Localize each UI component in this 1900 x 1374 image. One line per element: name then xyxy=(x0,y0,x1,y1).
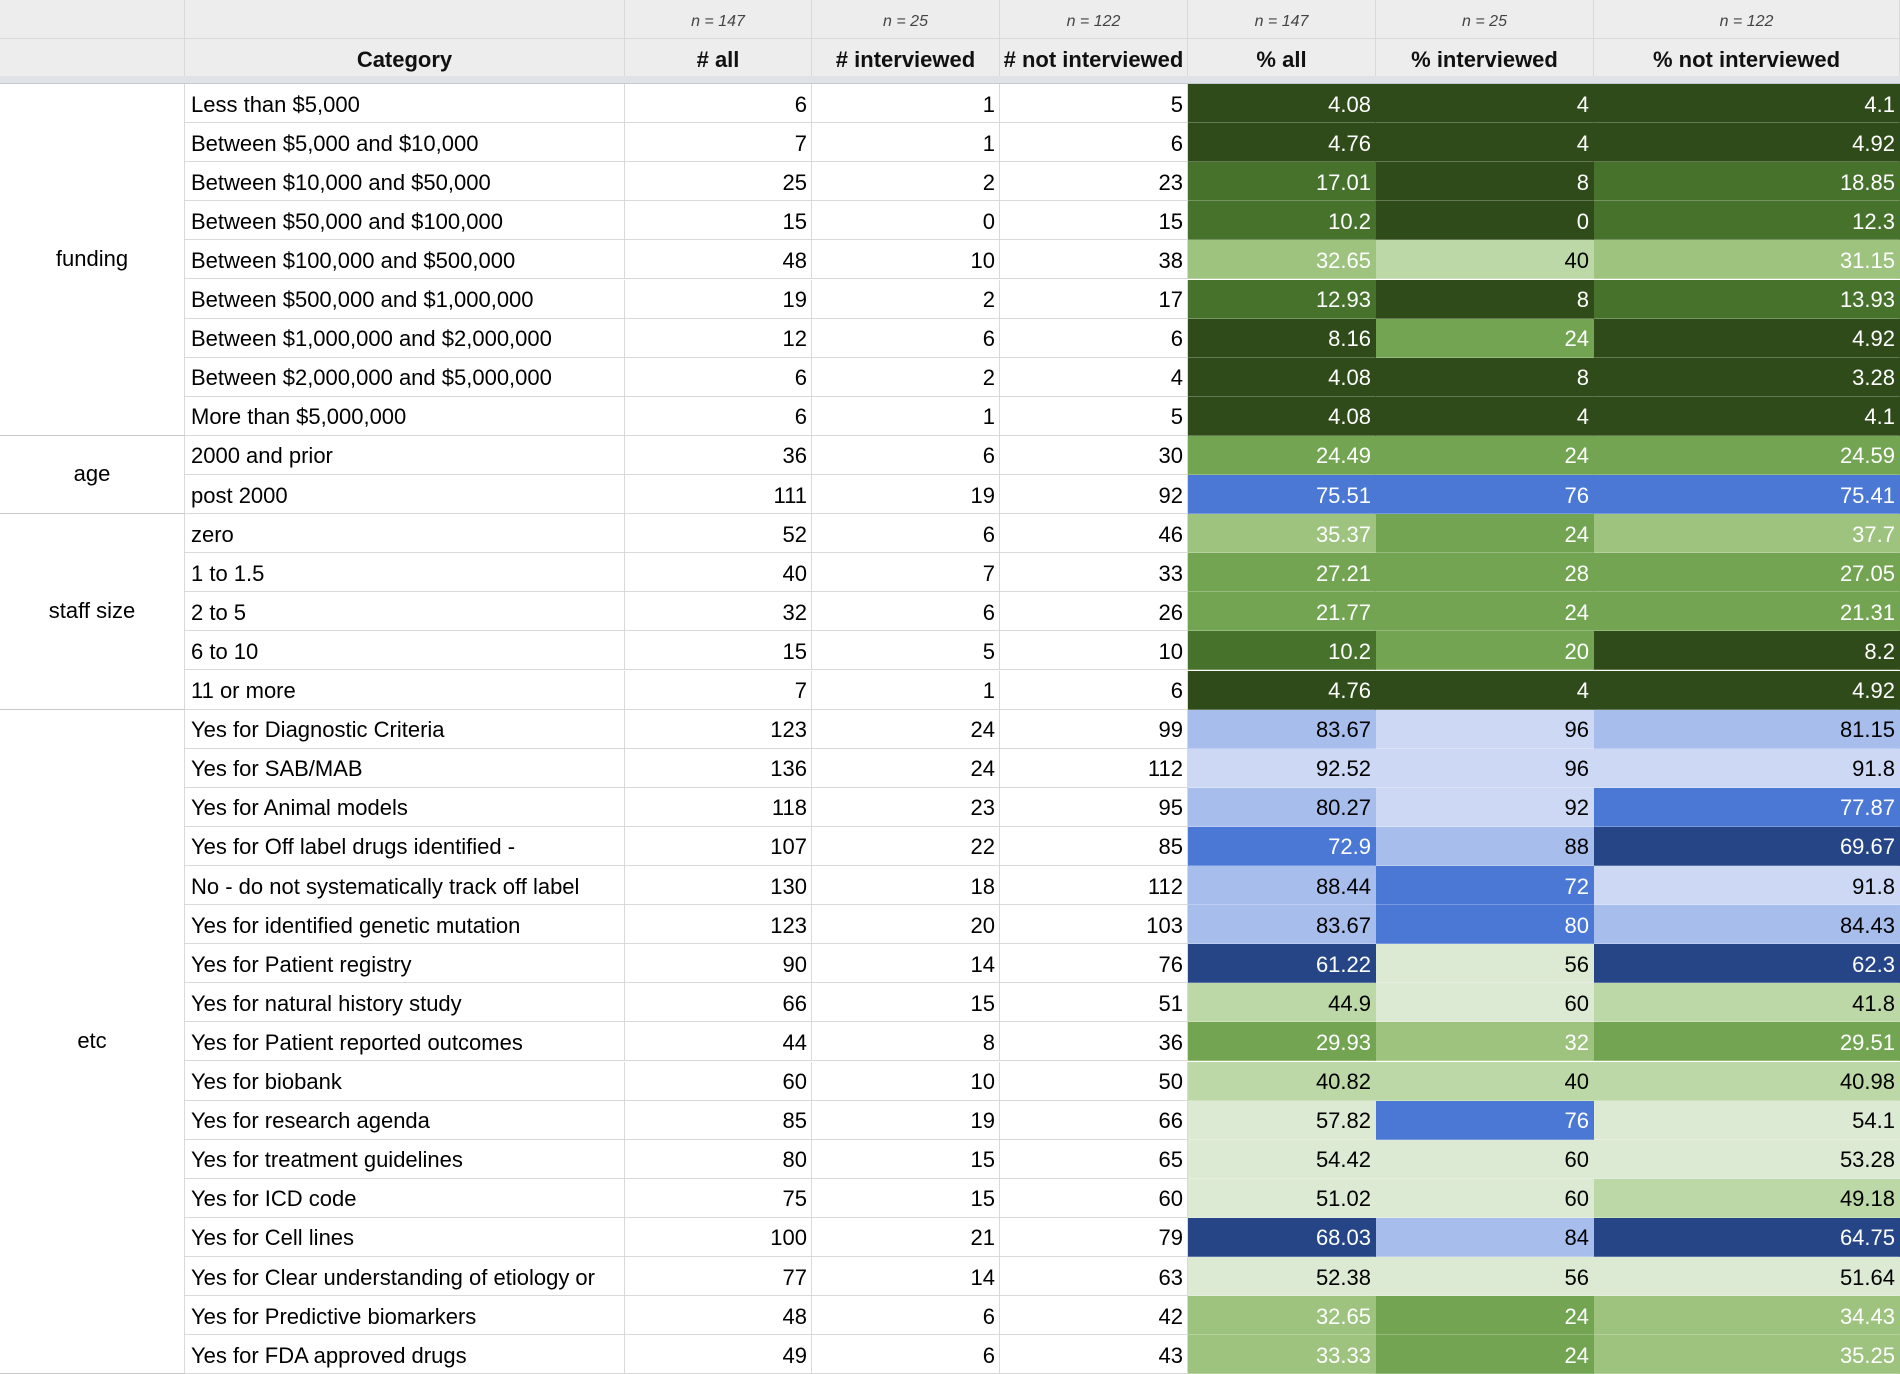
n-interviewed-cell[interactable]: 21 xyxy=(812,1218,1000,1257)
n-all-cell[interactable]: 100 xyxy=(625,1218,812,1257)
n-interviewed-cell[interactable]: 22 xyxy=(812,827,1000,866)
n-interviewed-cell[interactable]: 2 xyxy=(812,358,1000,397)
pct-all-cell[interactable]: 29.93 xyxy=(1188,1022,1376,1061)
pct-all-cell[interactable]: 27.21 xyxy=(1188,553,1376,592)
n-interviewed-cell[interactable]: 6 xyxy=(812,319,1000,358)
n-all-cell[interactable]: 52 xyxy=(625,514,812,553)
n-all-cell[interactable]: 12 xyxy=(625,319,812,358)
n-not-interviewed-cell[interactable]: 5 xyxy=(1000,397,1188,436)
pct-not-interviewed-cell[interactable]: 4.1 xyxy=(1594,397,1900,436)
category-cell[interactable]: No - do not systematically track off label xyxy=(185,866,625,905)
n-interviewed-cell[interactable]: 19 xyxy=(812,1101,1000,1140)
n-interviewed-cell[interactable]: 15 xyxy=(812,983,1000,1022)
n-interviewed-cell[interactable]: 24 xyxy=(812,710,1000,749)
category-cell[interactable]: Yes for Patient registry xyxy=(185,944,625,983)
pct-interviewed-cell[interactable]: 56 xyxy=(1376,944,1594,983)
n-all-cell[interactable]: 130 xyxy=(625,866,812,905)
column-header[interactable] xyxy=(0,39,185,77)
category-cell[interactable]: Yes for research agenda xyxy=(185,1101,625,1140)
n-all-cell[interactable]: 77 xyxy=(625,1257,812,1296)
pct-all-cell[interactable]: 21.77 xyxy=(1188,592,1376,631)
pct-all-cell[interactable]: 83.67 xyxy=(1188,905,1376,944)
n-all-cell[interactable]: 32 xyxy=(625,592,812,631)
n-all-cell[interactable]: 48 xyxy=(625,1296,812,1335)
n-not-interviewed-cell[interactable]: 112 xyxy=(1000,749,1188,788)
pct-all-cell[interactable]: 68.03 xyxy=(1188,1218,1376,1257)
pct-all-cell[interactable]: 4.76 xyxy=(1188,123,1376,162)
pct-interviewed-cell[interactable]: 32 xyxy=(1376,1022,1594,1061)
pct-all-cell[interactable]: 12.93 xyxy=(1188,280,1376,319)
pct-interviewed-cell[interactable]: 8 xyxy=(1376,162,1594,201)
n-not-interviewed-cell[interactable]: 36 xyxy=(1000,1022,1188,1061)
n-all-cell[interactable]: 111 xyxy=(625,475,812,514)
pct-interviewed-cell[interactable]: 92 xyxy=(1376,788,1594,827)
n-not-interviewed-cell[interactable]: 46 xyxy=(1000,514,1188,553)
category-cell[interactable]: Between $50,000 and $100,000 xyxy=(185,201,625,240)
pct-all-cell[interactable]: 4.08 xyxy=(1188,84,1376,123)
pct-all-cell[interactable]: 40.82 xyxy=(1188,1062,1376,1101)
pct-interviewed-cell[interactable]: 96 xyxy=(1376,710,1594,749)
pct-not-interviewed-cell[interactable]: 81.15 xyxy=(1594,710,1900,749)
pct-not-interviewed-cell[interactable]: 13.93 xyxy=(1594,280,1900,319)
category-cell[interactable]: Yes for Predictive biomarkers xyxy=(185,1296,625,1335)
n-interviewed-cell[interactable]: 0 xyxy=(812,201,1000,240)
pct-not-interviewed-cell[interactable]: 34.43 xyxy=(1594,1296,1900,1335)
pct-not-interviewed-cell[interactable]: 4.1 xyxy=(1594,84,1900,123)
pct-not-interviewed-cell[interactable]: 53.28 xyxy=(1594,1140,1900,1179)
category-cell[interactable]: Between $1,000,000 and $2,000,000 xyxy=(185,319,625,358)
pct-all-cell[interactable]: 83.67 xyxy=(1188,710,1376,749)
pct-interviewed-cell[interactable]: 96 xyxy=(1376,749,1594,788)
n-not-interviewed-cell[interactable]: 6 xyxy=(1000,319,1188,358)
pct-all-cell[interactable]: 8.16 xyxy=(1188,319,1376,358)
pct-all-cell[interactable]: 72.9 xyxy=(1188,827,1376,866)
n-all-cell[interactable]: 7 xyxy=(625,123,812,162)
n-all-cell[interactable]: 66 xyxy=(625,983,812,1022)
pct-all-cell[interactable]: 80.27 xyxy=(1188,788,1376,827)
header-n-cell[interactable] xyxy=(185,0,625,39)
pct-all-cell[interactable]: 75.51 xyxy=(1188,475,1376,514)
pct-all-cell[interactable]: 4.08 xyxy=(1188,397,1376,436)
category-cell[interactable]: Between $500,000 and $1,000,000 xyxy=(185,280,625,319)
n-interviewed-cell[interactable]: 1 xyxy=(812,84,1000,123)
n-interviewed-cell[interactable]: 6 xyxy=(812,436,1000,475)
n-not-interviewed-cell[interactable]: 85 xyxy=(1000,827,1188,866)
category-cell[interactable]: Between $5,000 and $10,000 xyxy=(185,123,625,162)
category-cell[interactable]: Yes for natural history study xyxy=(185,983,625,1022)
pct-not-interviewed-cell[interactable]: 91.8 xyxy=(1594,749,1900,788)
pct-interviewed-cell[interactable]: 60 xyxy=(1376,1179,1594,1218)
pct-interviewed-cell[interactable]: 72 xyxy=(1376,866,1594,905)
n-not-interviewed-cell[interactable]: 103 xyxy=(1000,905,1188,944)
group-label-cell[interactable]: etc xyxy=(0,710,185,1374)
n-not-interviewed-cell[interactable]: 50 xyxy=(1000,1062,1188,1101)
pct-interviewed-cell[interactable]: 24 xyxy=(1376,514,1594,553)
column-header[interactable]: # not interviewed xyxy=(1000,39,1188,77)
n-all-cell[interactable]: 44 xyxy=(625,1022,812,1061)
pct-interviewed-cell[interactable]: 24 xyxy=(1376,319,1594,358)
n-not-interviewed-cell[interactable]: 15 xyxy=(1000,201,1188,240)
pct-not-interviewed-cell[interactable]: 21.31 xyxy=(1594,592,1900,631)
n-interviewed-cell[interactable]: 20 xyxy=(812,905,1000,944)
n-interviewed-cell[interactable]: 10 xyxy=(812,1062,1000,1101)
n-not-interviewed-cell[interactable]: 6 xyxy=(1000,671,1188,710)
pct-interviewed-cell[interactable]: 60 xyxy=(1376,1140,1594,1179)
pct-not-interviewed-cell[interactable]: 40.98 xyxy=(1594,1062,1900,1101)
category-cell[interactable]: Between $2,000,000 and $5,000,000 xyxy=(185,358,625,397)
n-all-cell[interactable]: 6 xyxy=(625,84,812,123)
n-not-interviewed-cell[interactable]: 26 xyxy=(1000,592,1188,631)
n-all-cell[interactable]: 15 xyxy=(625,631,812,670)
category-cell[interactable]: Yes for ICD code xyxy=(185,1179,625,1218)
pct-not-interviewed-cell[interactable]: 51.64 xyxy=(1594,1257,1900,1296)
pct-not-interviewed-cell[interactable]: 27.05 xyxy=(1594,553,1900,592)
n-not-interviewed-cell[interactable]: 60 xyxy=(1000,1179,1188,1218)
pct-interviewed-cell[interactable]: 4 xyxy=(1376,671,1594,710)
pct-not-interviewed-cell[interactable]: 84.43 xyxy=(1594,905,1900,944)
pct-interviewed-cell[interactable]: 88 xyxy=(1376,827,1594,866)
n-all-cell[interactable]: 15 xyxy=(625,201,812,240)
pct-interviewed-cell[interactable]: 40 xyxy=(1376,240,1594,279)
n-not-interviewed-cell[interactable]: 66 xyxy=(1000,1101,1188,1140)
n-interviewed-cell[interactable]: 19 xyxy=(812,475,1000,514)
pct-not-interviewed-cell[interactable]: 54.1 xyxy=(1594,1101,1900,1140)
pct-all-cell[interactable]: 92.52 xyxy=(1188,749,1376,788)
n-all-cell[interactable]: 7 xyxy=(625,671,812,710)
pct-not-interviewed-cell[interactable]: 4.92 xyxy=(1594,319,1900,358)
category-cell[interactable]: 1 to 1.5 xyxy=(185,553,625,592)
pct-all-cell[interactable]: 4.76 xyxy=(1188,671,1376,710)
pct-interviewed-cell[interactable]: 0 xyxy=(1376,201,1594,240)
n-not-interviewed-cell[interactable]: 76 xyxy=(1000,944,1188,983)
n-not-interviewed-cell[interactable]: 5 xyxy=(1000,84,1188,123)
category-cell[interactable]: Between $10,000 and $50,000 xyxy=(185,162,625,201)
pct-not-interviewed-cell[interactable]: 69.67 xyxy=(1594,827,1900,866)
pct-interviewed-cell[interactable]: 24 xyxy=(1376,592,1594,631)
n-not-interviewed-cell[interactable]: 63 xyxy=(1000,1257,1188,1296)
pct-all-cell[interactable]: 52.38 xyxy=(1188,1257,1376,1296)
n-interviewed-cell[interactable]: 2 xyxy=(812,280,1000,319)
pct-not-interviewed-cell[interactable]: 64.75 xyxy=(1594,1218,1900,1257)
category-cell[interactable]: Less than $5,000 xyxy=(185,84,625,123)
pct-not-interviewed-cell[interactable]: 41.8 xyxy=(1594,983,1900,1022)
header-n-cell[interactable]: n = 122 xyxy=(1000,0,1188,39)
header-n-cell[interactable]: n = 122 xyxy=(1594,0,1900,39)
n-all-cell[interactable]: 123 xyxy=(625,905,812,944)
pct-interviewed-cell[interactable]: 56 xyxy=(1376,1257,1594,1296)
pct-not-interviewed-cell[interactable]: 4.92 xyxy=(1594,123,1900,162)
group-label-cell[interactable]: funding xyxy=(0,84,185,436)
pct-interviewed-cell[interactable]: 8 xyxy=(1376,280,1594,319)
n-not-interviewed-cell[interactable]: 30 xyxy=(1000,436,1188,475)
n-interviewed-cell[interactable]: 1 xyxy=(812,671,1000,710)
n-interviewed-cell[interactable]: 14 xyxy=(812,944,1000,983)
n-all-cell[interactable]: 123 xyxy=(625,710,812,749)
pct-interviewed-cell[interactable]: 4 xyxy=(1376,84,1594,123)
n-not-interviewed-cell[interactable]: 10 xyxy=(1000,631,1188,670)
header-n-cell[interactable]: n = 147 xyxy=(625,0,812,39)
n-interviewed-cell[interactable]: 1 xyxy=(812,397,1000,436)
pct-all-cell[interactable]: 44.9 xyxy=(1188,983,1376,1022)
n-not-interviewed-cell[interactable]: 99 xyxy=(1000,710,1188,749)
pct-interviewed-cell[interactable]: 24 xyxy=(1376,1296,1594,1335)
category-cell[interactable]: 11 or more xyxy=(185,671,625,710)
n-interviewed-cell[interactable]: 2 xyxy=(812,162,1000,201)
n-all-cell[interactable]: 118 xyxy=(625,788,812,827)
pct-not-interviewed-cell[interactable]: 35.25 xyxy=(1594,1335,1900,1374)
pct-not-interviewed-cell[interactable]: 8.2 xyxy=(1594,631,1900,670)
column-header[interactable]: % not interviewed xyxy=(1594,39,1900,77)
pct-interviewed-cell[interactable]: 4 xyxy=(1376,397,1594,436)
pct-interviewed-cell[interactable]: 28 xyxy=(1376,553,1594,592)
group-label-cell[interactable]: staff size xyxy=(0,514,185,710)
category-cell[interactable]: Yes for biobank xyxy=(185,1062,625,1101)
pct-all-cell[interactable]: 35.37 xyxy=(1188,514,1376,553)
n-interviewed-cell[interactable]: 1 xyxy=(812,123,1000,162)
n-interviewed-cell[interactable]: 10 xyxy=(812,240,1000,279)
pct-interviewed-cell[interactable]: 24 xyxy=(1376,436,1594,475)
pct-not-interviewed-cell[interactable]: 31.15 xyxy=(1594,240,1900,279)
n-all-cell[interactable]: 75 xyxy=(625,1179,812,1218)
n-not-interviewed-cell[interactable]: 17 xyxy=(1000,280,1188,319)
pct-not-interviewed-cell[interactable]: 4.92 xyxy=(1594,671,1900,710)
n-all-cell[interactable]: 60 xyxy=(625,1062,812,1101)
n-not-interviewed-cell[interactable]: 38 xyxy=(1000,240,1188,279)
pct-interviewed-cell[interactable]: 20 xyxy=(1376,631,1594,670)
n-not-interviewed-cell[interactable]: 42 xyxy=(1000,1296,1188,1335)
pct-not-interviewed-cell[interactable]: 62.3 xyxy=(1594,944,1900,983)
category-cell[interactable]: post 2000 xyxy=(185,475,625,514)
category-cell[interactable]: Yes for Animal models xyxy=(185,788,625,827)
n-all-cell[interactable]: 136 xyxy=(625,749,812,788)
group-label-cell[interactable]: age xyxy=(0,436,185,514)
category-cell[interactable]: Yes for Diagnostic Criteria xyxy=(185,710,625,749)
pct-not-interviewed-cell[interactable]: 12.3 xyxy=(1594,201,1900,240)
category-cell[interactable]: Between $100,000 and $500,000 xyxy=(185,240,625,279)
pct-not-interviewed-cell[interactable]: 3.28 xyxy=(1594,358,1900,397)
pct-all-cell[interactable]: 4.08 xyxy=(1188,358,1376,397)
column-header[interactable]: % all xyxy=(1188,39,1376,77)
category-cell[interactable]: 2000 and prior xyxy=(185,436,625,475)
category-cell[interactable]: zero xyxy=(185,514,625,553)
n-all-cell[interactable]: 80 xyxy=(625,1140,812,1179)
pct-all-cell[interactable]: 32.65 xyxy=(1188,1296,1376,1335)
pct-not-interviewed-cell[interactable]: 24.59 xyxy=(1594,436,1900,475)
n-not-interviewed-cell[interactable]: 23 xyxy=(1000,162,1188,201)
pct-all-cell[interactable]: 61.22 xyxy=(1188,944,1376,983)
n-all-cell[interactable]: 49 xyxy=(625,1335,812,1374)
n-all-cell[interactable]: 6 xyxy=(625,358,812,397)
category-cell[interactable]: Yes for FDA approved drugs xyxy=(185,1335,625,1374)
pct-interviewed-cell[interactable]: 40 xyxy=(1376,1062,1594,1101)
n-all-cell[interactable]: 48 xyxy=(625,240,812,279)
pct-all-cell[interactable]: 10.2 xyxy=(1188,201,1376,240)
pct-all-cell[interactable]: 17.01 xyxy=(1188,162,1376,201)
pct-not-interviewed-cell[interactable]: 75.41 xyxy=(1594,475,1900,514)
column-header[interactable]: Category xyxy=(185,39,625,77)
n-all-cell[interactable]: 6 xyxy=(625,397,812,436)
n-not-interviewed-cell[interactable]: 79 xyxy=(1000,1218,1188,1257)
pct-not-interviewed-cell[interactable]: 91.8 xyxy=(1594,866,1900,905)
n-interviewed-cell[interactable]: 15 xyxy=(812,1140,1000,1179)
category-cell[interactable]: Yes for Clear understanding of etiology or xyxy=(185,1257,625,1296)
n-not-interviewed-cell[interactable]: 92 xyxy=(1000,475,1188,514)
pct-not-interviewed-cell[interactable]: 18.85 xyxy=(1594,162,1900,201)
frozen-row-divider[interactable] xyxy=(0,76,1900,84)
header-n-cell[interactable]: n = 25 xyxy=(1376,0,1594,39)
category-cell[interactable]: More than $5,000,000 xyxy=(185,397,625,436)
n-interviewed-cell[interactable]: 6 xyxy=(812,1296,1000,1335)
n-interviewed-cell[interactable]: 8 xyxy=(812,1022,1000,1061)
n-interviewed-cell[interactable]: 6 xyxy=(812,1335,1000,1374)
pct-all-cell[interactable]: 57.82 xyxy=(1188,1101,1376,1140)
pct-not-interviewed-cell[interactable]: 29.51 xyxy=(1594,1022,1900,1061)
pct-all-cell[interactable]: 54.42 xyxy=(1188,1140,1376,1179)
pct-all-cell[interactable]: 32.65 xyxy=(1188,240,1376,279)
n-interviewed-cell[interactable]: 6 xyxy=(812,514,1000,553)
n-all-cell[interactable]: 90 xyxy=(625,944,812,983)
pct-interviewed-cell[interactable]: 84 xyxy=(1376,1218,1594,1257)
n-interviewed-cell[interactable]: 5 xyxy=(812,631,1000,670)
n-not-interviewed-cell[interactable]: 65 xyxy=(1000,1140,1188,1179)
n-interviewed-cell[interactable]: 24 xyxy=(812,749,1000,788)
n-interviewed-cell[interactable]: 23 xyxy=(812,788,1000,827)
category-cell[interactable]: Yes for identified genetic mutation xyxy=(185,905,625,944)
pct-not-interviewed-cell[interactable]: 77.87 xyxy=(1594,788,1900,827)
header-n-cell[interactable]: n = 147 xyxy=(1188,0,1376,39)
n-all-cell[interactable]: 25 xyxy=(625,162,812,201)
pct-interviewed-cell[interactable]: 80 xyxy=(1376,905,1594,944)
n-interviewed-cell[interactable]: 15 xyxy=(812,1179,1000,1218)
pct-all-cell[interactable]: 33.33 xyxy=(1188,1335,1376,1374)
n-not-interviewed-cell[interactable]: 51 xyxy=(1000,983,1188,1022)
pct-interviewed-cell[interactable]: 24 xyxy=(1376,1335,1594,1374)
n-not-interviewed-cell[interactable]: 43 xyxy=(1000,1335,1188,1374)
pct-interviewed-cell[interactable]: 4 xyxy=(1376,123,1594,162)
header-n-cell[interactable]: n = 25 xyxy=(812,0,1000,39)
pct-not-interviewed-cell[interactable]: 49.18 xyxy=(1594,1179,1900,1218)
n-interviewed-cell[interactable]: 6 xyxy=(812,592,1000,631)
pct-interviewed-cell[interactable]: 76 xyxy=(1376,1101,1594,1140)
pct-all-cell[interactable]: 10.2 xyxy=(1188,631,1376,670)
category-cell[interactable]: Yes for Cell lines xyxy=(185,1218,625,1257)
n-not-interviewed-cell[interactable]: 112 xyxy=(1000,866,1188,905)
category-cell[interactable]: Yes for Off label drugs identified - xyxy=(185,827,625,866)
category-cell[interactable]: Yes for SAB/MAB xyxy=(185,749,625,788)
n-not-interviewed-cell[interactable]: 95 xyxy=(1000,788,1188,827)
n-interviewed-cell[interactable]: 7 xyxy=(812,553,1000,592)
category-cell[interactable]: 6 to 10 xyxy=(185,631,625,670)
n-all-cell[interactable]: 40 xyxy=(625,553,812,592)
n-not-interviewed-cell[interactable]: 6 xyxy=(1000,123,1188,162)
category-cell[interactable]: 2 to 5 xyxy=(185,592,625,631)
header-n-cell[interactable] xyxy=(0,0,185,39)
column-header[interactable]: # all xyxy=(625,39,812,77)
n-all-cell[interactable]: 85 xyxy=(625,1101,812,1140)
n-not-interviewed-cell[interactable]: 33 xyxy=(1000,553,1188,592)
n-not-interviewed-cell[interactable]: 4 xyxy=(1000,358,1188,397)
column-header[interactable]: # interviewed xyxy=(812,39,1000,77)
pct-interviewed-cell[interactable]: 8 xyxy=(1376,358,1594,397)
pct-not-interviewed-cell[interactable]: 37.7 xyxy=(1594,514,1900,553)
category-cell[interactable]: Yes for treatment guidelines xyxy=(185,1140,625,1179)
category-cell[interactable]: Yes for Patient reported outcomes xyxy=(185,1022,625,1061)
pct-all-cell[interactable]: 88.44 xyxy=(1188,866,1376,905)
n-all-cell[interactable]: 107 xyxy=(625,827,812,866)
n-all-cell[interactable]: 19 xyxy=(625,280,812,319)
column-header[interactable]: % interviewed xyxy=(1376,39,1594,77)
pct-all-cell[interactable]: 24.49 xyxy=(1188,436,1376,475)
pct-all-cell[interactable]: 51.02 xyxy=(1188,1179,1376,1218)
n-interviewed-cell[interactable]: 18 xyxy=(812,866,1000,905)
pct-interviewed-cell[interactable]: 60 xyxy=(1376,983,1594,1022)
pct-interviewed-cell[interactable]: 76 xyxy=(1376,475,1594,514)
n-all-cell[interactable]: 36 xyxy=(625,436,812,475)
n-interviewed-cell[interactable]: 14 xyxy=(812,1257,1000,1296)
